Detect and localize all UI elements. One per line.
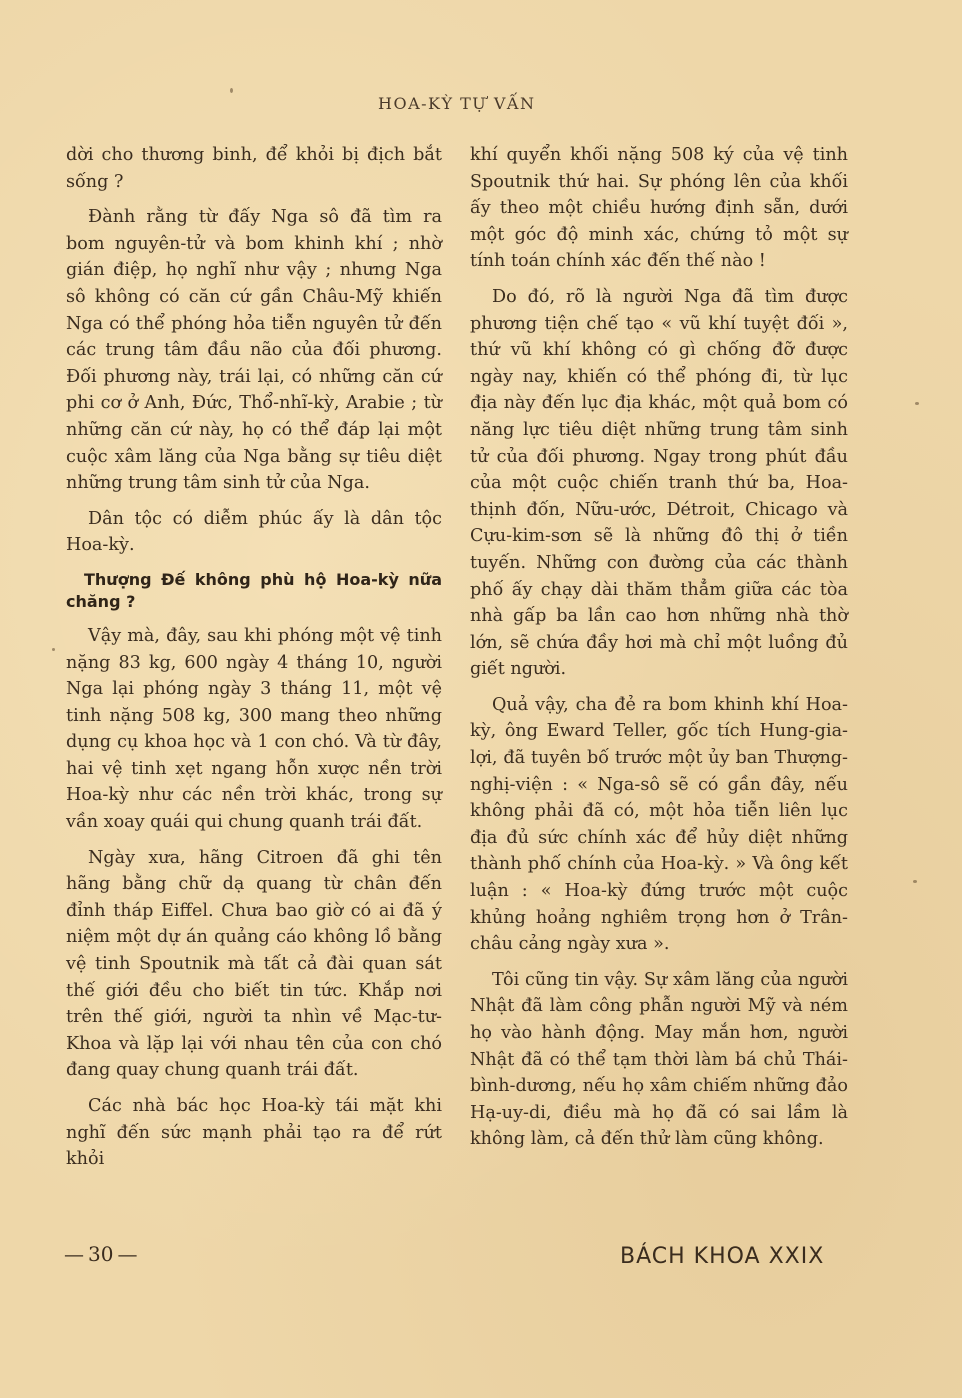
paper-speck xyxy=(913,880,917,883)
paragraph: dời cho thương binh, để khỏi bị địch bắt sống ? xyxy=(66,145,442,192)
paper-speck xyxy=(915,402,919,405)
paragraph: Ngày xưa, hãng Citroen đã ghi tên hãng bằng chữ dạ quang từ chân đến đỉnh tháp Eiffel. Chưa bao giờ có ai đã ý niệm một dự án quảng cáo không lồ bằng vệ tinh Spoutnik mà tất cả đài quan sát thế giới đều cho biết tin tức. Khắp nơi trên thế giới, người ta nhìn về Mạc-tư-Khoa và lặp lại với nhau tên của con chó đang quay chung quanh trái đất. xyxy=(66,847,442,1081)
running-head: HOA-KỲ TỰ VẤN xyxy=(378,94,536,113)
left-column xyxy=(66,142,442,1182)
paragraph: Do đó, rõ là người Nga đã tìm được phương tiện chế tạo « vũ khí tuyệt đối », thứ vũ khí không có gì chống đỡ được ngày nay, khiến có thể phóng đi, từ lục địa này đến lục địa khác, một quả bom có năng lực tiêu diệt những trung tâm sinh tử của đối phương. Ngay trong phút đầu của một cuộc chiến tranh thứ ba, Hoa-thịnh đốn, Nữu-ước, Détroit, Chicago và Cựu-kim-sơn sẽ là những đô thị ở tiền tuyến. Những con đường của các thành phố ấy chạy dài thăm thẳm giữa các tòa nhà gấp ba lần cao hơn những nhà thờ lớn, sẽ chứa đầy hơi mà chỉ một luồng đủ giết người. xyxy=(470,286,848,680)
publication-name: BÁCH KHOA XXIX xyxy=(620,1244,825,1269)
paragraph: Đành rằng từ đấy Nga sô đã tìm ra bom nguyên-tử và bom khinh khí ; nhờ gián điệp, họ nghĩ như vậy ; nhưng Nga sô không có căn cứ gần Châu-Mỹ khiến Nga có thể phóng hỏa tiễn nguyên tử đến các trung tâm đầu não của đối phương. Đối phương này, trái lại, có những căn cứ phi cơ ở Anh, Đức, Thổ-nhĩ-kỳ, Arabie ; từ những căn cứ này, họ có thể đáp lại một cuộc xâm lăng của Nga bằng sự tiêu diệt những trung tâm sinh tử của Nga. xyxy=(66,207,442,494)
paragraph: Quả vậy, cha đẻ ra bom khinh khí Hoa-kỳ, ông Eward Teller, gốc tích Hung-gia-lợi, đã tuyên bố trước một ủy ban Thượng-nghị-viện : « Nga-sô sẽ có gần đây, nếu không phải đã có, một hỏa tiễn liên lục địa đủ sức chính xác để hủy diệt những thành phố chính của Hoa-kỳ. » Và ông kết luận : « Hoa-kỳ đứng trước một cuộc khủng hoảng nghiêm trọng hơn ở Trân-châu cảng ngày xưa ». xyxy=(470,694,848,955)
right-column xyxy=(470,142,848,1162)
page-number: — 30 — xyxy=(64,1242,137,1266)
paragraph: Dân tộc có diễm phúc ấy là dân tộc Hoa-kỳ. xyxy=(66,508,442,556)
paper-speck xyxy=(230,88,233,93)
paragraph: Tôi cũng tin vậy. Sự xâm lăng của người Nhật đã làm công phẫn người Mỹ và ném họ vào hành động. May mắn hơn, người Nhật đã có thể tạm thời làm bá chủ Thái-bình-dương, nếu họ xâm chiếm những đảo Hạ-uy-di, điều mà họ đã có sai lầm là không làm, cả đến thử làm cũng không. xyxy=(470,969,848,1150)
paragraph: Vậy mà, đây, sau khi phóng một vệ tinh nặng 83 kg, 600 ngày 4 tháng 10, người Nga lại phóng ngày 3 tháng 11, một vệ tinh nặng 508 kg, 300 mang theo những dụng cụ khoa học và 1 con chó. Và từ đây, hai vệ tinh xẹt ngang hỗn xược nền trời Hoa-kỳ như các nền trời khác, trong sự vần xoay quái qui chung quanh trái đất. xyxy=(66,625,442,833)
paper-speck xyxy=(52,648,55,651)
paragraph: khí quyển khối nặng 508 ký của vệ tinh Spoutnik thứ hai. Sự phóng lên của khối ấy theo một chiều hướng định sẵn, dưới một góc độ minh xác, chứng tỏ một sự tính toán chính xác đến thế nào ! xyxy=(470,145,848,272)
section-heading: Thượng Đế không phù hộ Hoa-kỳ nữa chăng ? xyxy=(66,569,442,611)
paragraph: Các nhà bác học Hoa-kỳ tái mặt khi nghĩ đến sức mạnh phải tạo ra để rứt khỏi xyxy=(66,1096,442,1170)
